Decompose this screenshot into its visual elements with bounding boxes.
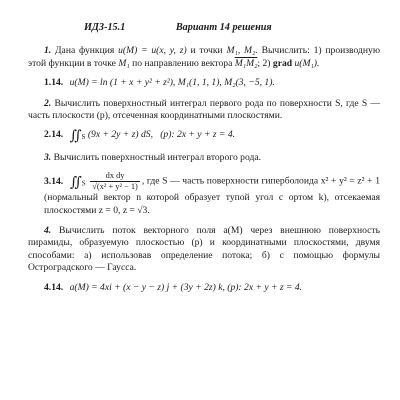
task-1-text-f: u(M₁). <box>294 57 320 69</box>
double-integral-sign: ∬ <box>69 175 82 191</box>
exercise-1-14 <box>28 77 380 89</box>
task-1-statement: 1. Дана функция u(M) = u(x, y, z) и точки M₁, M₂. Вычислить: 1) производную этой функции в точке M₁ по направлению вектора M₁M₂; 2) grad u(M₁). <box>28 45 381 69</box>
task-1-text-a: Дана функция <box>55 45 115 57</box>
double-integral-sign: ∬ <box>69 129 82 145</box>
task-1-text-c: Вычислить: 1) производную этой функции в точке <box>28 45 381 69</box>
task-3-statement <box>28 152 380 164</box>
fraction-numerator: dx dy <box>90 171 140 182</box>
task-1-vector: M₁M₂ <box>234 57 258 69</box>
title-variant: Вариант 14 решения <box>175 22 272 33</box>
exercise-4-14-formula: a(M) = 4xi + (x − y − z) j + (3y + 2z) k, (p): 2x + y + z = 4. <box>69 281 303 293</box>
task-1-text-e: 2) <box>262 57 271 69</box>
exercise-1-14-number: 1.14. <box>44 77 64 89</box>
exercise-1-14-m2: M₂(3, −5, 1). <box>224 77 275 89</box>
exercise-1-14-formula: u(M) = ln (1 + x + y² + z²), <box>69 77 176 89</box>
exercise-1-14-m1: M₁(1, 1, 1), <box>177 77 222 89</box>
exercise-2-14-plane: (p): 2x + y + z = 4. <box>160 129 236 141</box>
exercise-2-14-formula: (9x + 2y + z) dS, <box>87 129 153 141</box>
task-2-statement <box>28 98 380 123</box>
task-1-grad: grad <box>272 57 293 69</box>
exercise-3-14-number: 3.14. <box>44 175 64 187</box>
exercise-3-14-text: , где S — часть поверхности гиперболоида x² + y² = z² + 1 (нормальный вектор n которой образует тупой угол с ортом k), отсекаемая плоскостями z = 0, z = √3. <box>44 175 380 216</box>
task-1-text-b: и точки <box>190 45 223 57</box>
task-4-number: 4. <box>44 225 52 237</box>
task-3-number: 3. <box>44 151 52 163</box>
task-2-text: Вычислить поверхностный интеграл первого рода по поверхности S, где S — часть плоскости (p), отсеченная координатными плоскостями. <box>28 97 381 122</box>
task-1-text-d: по направлению вектора <box>132 57 233 69</box>
task-1-point-m1: M₁ <box>118 57 130 69</box>
title-code: ИДЗ-15.1 <box>84 22 126 33</box>
task-1-number: 1. <box>44 45 52 57</box>
task-4-text: Вычислить поток векторного поля a(M) через внешнюю поверхность пирамиды, образуемую плоскостью (p) и координатными плоскостями, двумя способами: а) использовав определение потока; б) с помощью формулы Остроградского — Гаусса. <box>28 225 380 274</box>
exercise-2-14 <box>28 129 380 143</box>
integral-domain: S <box>81 179 86 188</box>
task-3-text: Вычислить поверхностный интеграл второго рода. <box>53 151 262 163</box>
exercise-4-14-number: 4.14. <box>44 281 64 293</box>
task-2-number: 2. <box>44 97 52 109</box>
exercise-3-14 <box>28 171 380 217</box>
integrand-fraction <box>90 171 140 192</box>
fraction-denominator: √(x² + y² − 1) <box>92 182 138 192</box>
exercise-2-14-number: 2.14. <box>44 129 64 141</box>
page-title <box>84 22 380 34</box>
task-1-points: M₁, M₂. <box>226 45 258 57</box>
task-4-statement <box>28 225 380 275</box>
task-1-function: u(M) = u(x, y, z) <box>118 45 187 57</box>
exercise-4-14 <box>28 282 380 294</box>
integral-domain: S <box>81 133 86 142</box>
